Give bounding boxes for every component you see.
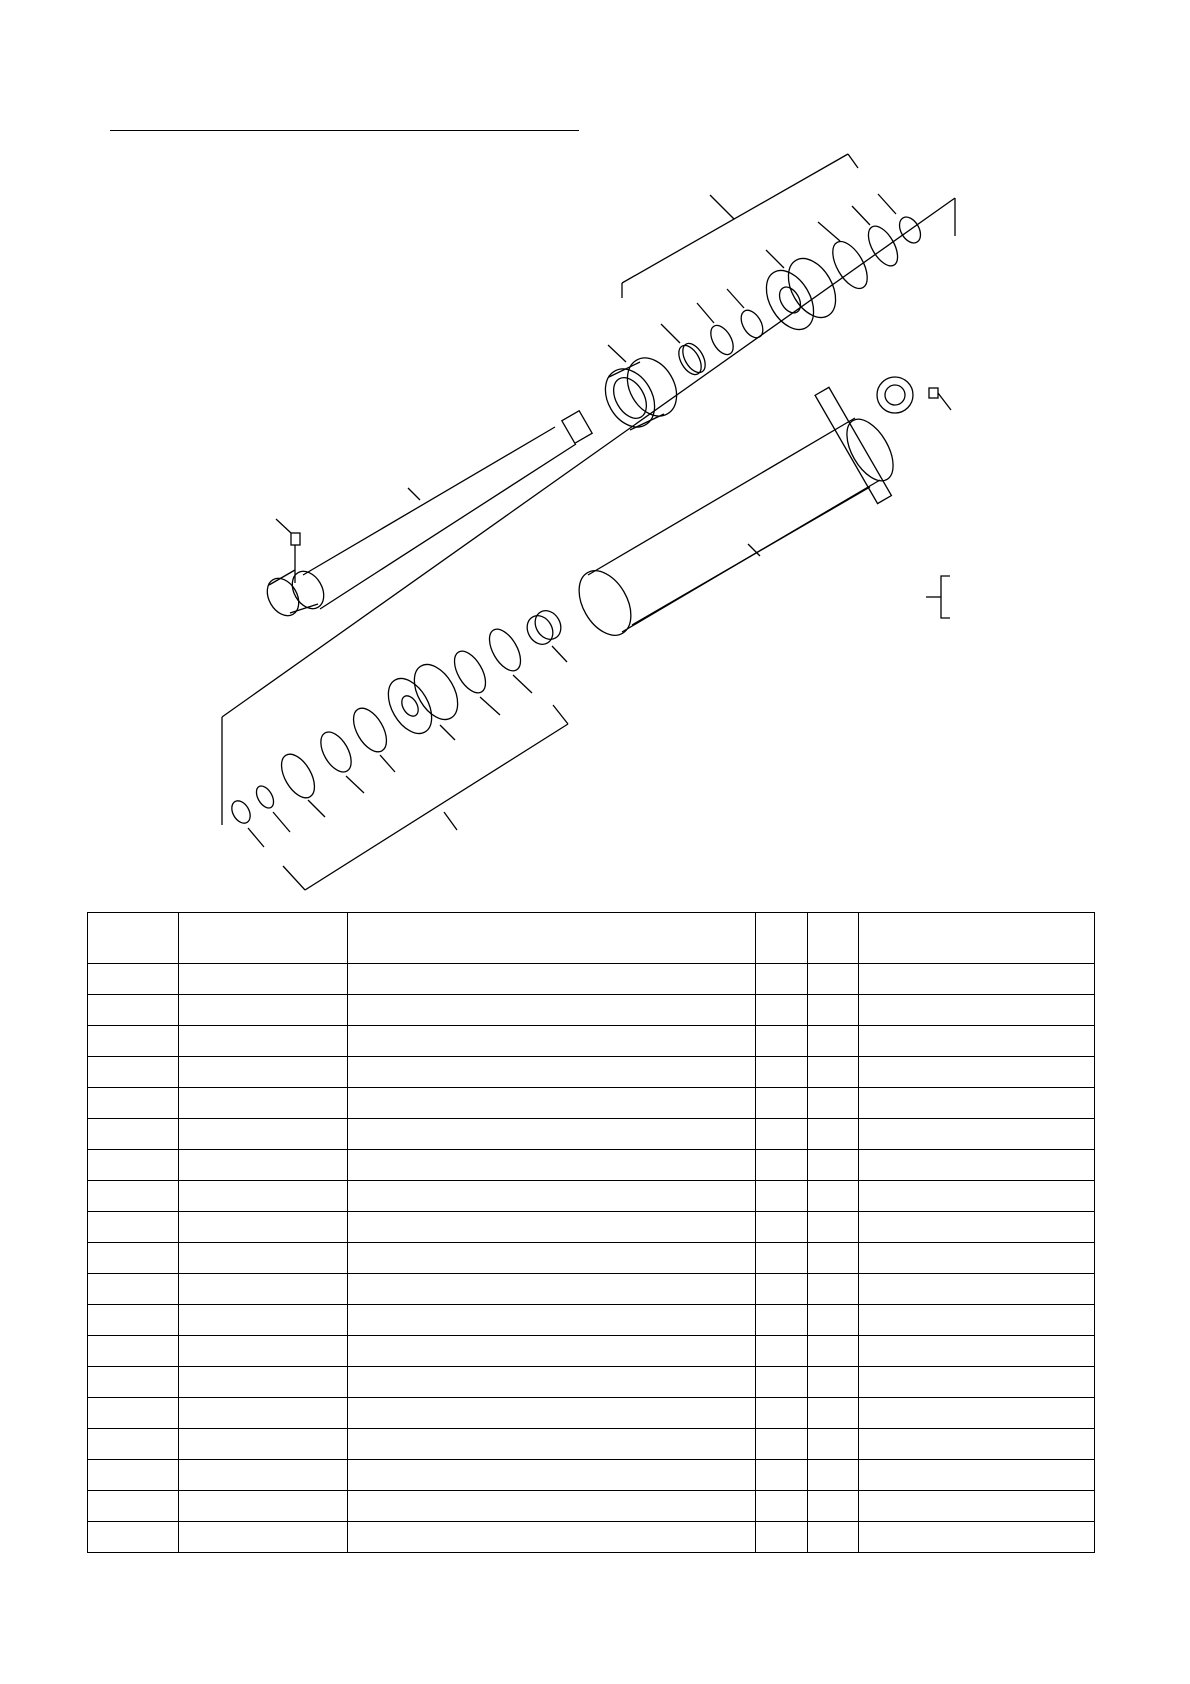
upper-seal-rings	[661, 289, 767, 378]
column-header	[808, 913, 859, 964]
column-header	[88, 913, 179, 964]
table-cell	[859, 995, 1095, 1026]
table-row	[88, 1243, 1095, 1274]
centre-kit-bracket	[222, 198, 955, 825]
table-cell	[88, 1212, 179, 1243]
table-cell	[756, 1398, 808, 1429]
table-cell	[179, 1057, 348, 1088]
table-cell	[348, 1057, 756, 1088]
table-cell	[348, 1212, 756, 1243]
table-cell	[179, 1305, 348, 1336]
table-cell	[756, 1274, 808, 1305]
table-cell	[808, 995, 859, 1026]
table-cell	[859, 1150, 1095, 1181]
table-cell	[348, 1119, 756, 1150]
lower-seal-rings	[448, 624, 532, 715]
table-cell	[756, 1150, 808, 1181]
cylinder-gland	[757, 250, 846, 338]
column-header	[859, 913, 1095, 964]
table-cell	[348, 1305, 756, 1336]
table-row	[88, 1336, 1095, 1367]
table-cell	[179, 1150, 348, 1181]
table-cell	[348, 1398, 756, 1429]
table-cell	[348, 1367, 756, 1398]
table-cell	[88, 995, 179, 1026]
column-header	[179, 913, 348, 964]
table-cell	[179, 1026, 348, 1057]
table-cell	[348, 995, 756, 1026]
table-cell	[88, 1088, 179, 1119]
table-cell	[88, 1336, 179, 1367]
gland-nut	[595, 345, 686, 436]
table-cell	[808, 1398, 859, 1429]
table-cell	[88, 1367, 179, 1398]
table-row	[88, 1522, 1095, 1553]
table-row	[88, 1088, 1095, 1119]
table-cell	[808, 1429, 859, 1460]
table-cell	[756, 1243, 808, 1274]
table-cell	[859, 1522, 1095, 1553]
table-cell	[808, 1243, 859, 1274]
table-cell	[88, 1181, 179, 1212]
table-cell	[179, 1212, 348, 1243]
table-cell	[808, 1212, 859, 1243]
table-cell	[88, 1274, 179, 1305]
table-cell	[859, 1119, 1095, 1150]
table-header-row	[88, 913, 1095, 964]
parts-table	[87, 912, 1095, 1553]
table-row	[88, 1429, 1095, 1460]
table-cell	[859, 1026, 1095, 1057]
table-cell	[756, 1429, 808, 1460]
table-row	[88, 1119, 1095, 1150]
table-row	[88, 1150, 1095, 1181]
table-cell	[348, 1274, 756, 1305]
lower-o-rings	[228, 703, 395, 847]
table-cell	[859, 1367, 1095, 1398]
table-cell	[348, 1026, 756, 1057]
table-cell	[179, 1274, 348, 1305]
table-cell	[179, 1429, 348, 1460]
table-cell	[756, 964, 808, 995]
cylinder-barrel	[568, 377, 913, 644]
table-cell	[88, 1057, 179, 1088]
table-cell	[179, 1181, 348, 1212]
table-cell	[808, 1026, 859, 1057]
table-cell	[808, 964, 859, 995]
column-header	[348, 913, 756, 964]
table-cell	[348, 1181, 756, 1212]
table-cell	[808, 1274, 859, 1305]
table-cell	[808, 1088, 859, 1119]
table-cell	[756, 1367, 808, 1398]
upper-kit-bracket	[622, 0, 955, 298]
table-row	[88, 1181, 1095, 1212]
table-cell	[88, 1305, 179, 1336]
piston-nut	[522, 606, 567, 662]
table-row	[88, 1398, 1095, 1429]
table-cell	[859, 1181, 1095, 1212]
table-cell	[859, 964, 1095, 995]
table-cell	[88, 1460, 179, 1491]
table-cell	[859, 1336, 1095, 1367]
table-cell	[179, 1460, 348, 1491]
table-cell	[348, 1429, 756, 1460]
table-row	[88, 995, 1095, 1026]
table-row	[88, 1460, 1095, 1491]
table-cell	[348, 1460, 756, 1491]
table-cell	[88, 1429, 179, 1460]
table-cell	[808, 1119, 859, 1150]
table-row	[88, 1305, 1095, 1336]
table-cell	[179, 1336, 348, 1367]
table-cell	[348, 1336, 756, 1367]
table-row	[88, 1491, 1095, 1522]
table-row	[88, 1057, 1095, 1088]
table-row	[88, 1274, 1095, 1305]
table-cell	[179, 1491, 348, 1522]
table-cell	[859, 1305, 1095, 1336]
table-cell	[348, 964, 756, 995]
table-cell	[348, 1522, 756, 1553]
table-cell	[859, 1088, 1095, 1119]
table-cell	[808, 1367, 859, 1398]
table-cell	[756, 1336, 808, 1367]
table-cell	[808, 1522, 859, 1553]
table-cell	[348, 1088, 756, 1119]
table-cell	[859, 1243, 1095, 1274]
table-cell	[808, 1181, 859, 1212]
table-cell	[756, 1305, 808, 1336]
table-cell	[88, 1026, 179, 1057]
grease-nipple-barrel	[929, 388, 951, 410]
table-cell	[859, 1274, 1095, 1305]
piston	[379, 657, 466, 741]
table-cell	[756, 1522, 808, 1553]
table-cell	[179, 964, 348, 995]
table-row	[88, 1026, 1095, 1057]
table-cell	[179, 1088, 348, 1119]
table-cell	[808, 1491, 859, 1522]
table-cell	[859, 1491, 1095, 1522]
table-cell	[808, 1460, 859, 1491]
table-cell	[179, 995, 348, 1026]
table-cell	[756, 1212, 808, 1243]
table-cell	[756, 995, 808, 1026]
table-cell	[348, 1491, 756, 1522]
table-cell	[179, 1398, 348, 1429]
table-cell	[179, 1367, 348, 1398]
table-row	[88, 1367, 1095, 1398]
table-cell	[348, 1243, 756, 1274]
table-cell	[88, 1522, 179, 1553]
table-cell	[179, 1243, 348, 1274]
table-cell	[756, 1181, 808, 1212]
table-cell	[348, 1150, 756, 1181]
table-cell	[859, 1057, 1095, 1088]
table-cell	[179, 1119, 348, 1150]
table-cell	[808, 1057, 859, 1088]
table-cell	[88, 964, 179, 995]
table-cell	[756, 1057, 808, 1088]
table-cell	[88, 1491, 179, 1522]
table-cell	[88, 1243, 179, 1274]
upper-o-rings	[818, 194, 925, 294]
table-cell	[859, 1460, 1095, 1491]
table-cell	[756, 1119, 808, 1150]
table-cell	[756, 1026, 808, 1057]
table-cell	[808, 1336, 859, 1367]
table-cell	[756, 1088, 808, 1119]
table-cell	[859, 1429, 1095, 1460]
table-cell	[88, 1150, 179, 1181]
kit-bracket-small	[926, 576, 950, 618]
table-cell	[859, 1212, 1095, 1243]
table-cell	[808, 1305, 859, 1336]
piston-rod	[261, 411, 592, 622]
table-row	[88, 964, 1095, 995]
table-cell	[756, 1460, 808, 1491]
table-cell	[756, 1491, 808, 1522]
table-cell	[179, 1522, 348, 1553]
table-cell	[88, 1119, 179, 1150]
table-cell	[808, 1150, 859, 1181]
table-cell	[88, 1398, 179, 1429]
table-row	[88, 1212, 1095, 1243]
table-cell	[859, 1398, 1095, 1429]
column-header	[756, 913, 808, 964]
